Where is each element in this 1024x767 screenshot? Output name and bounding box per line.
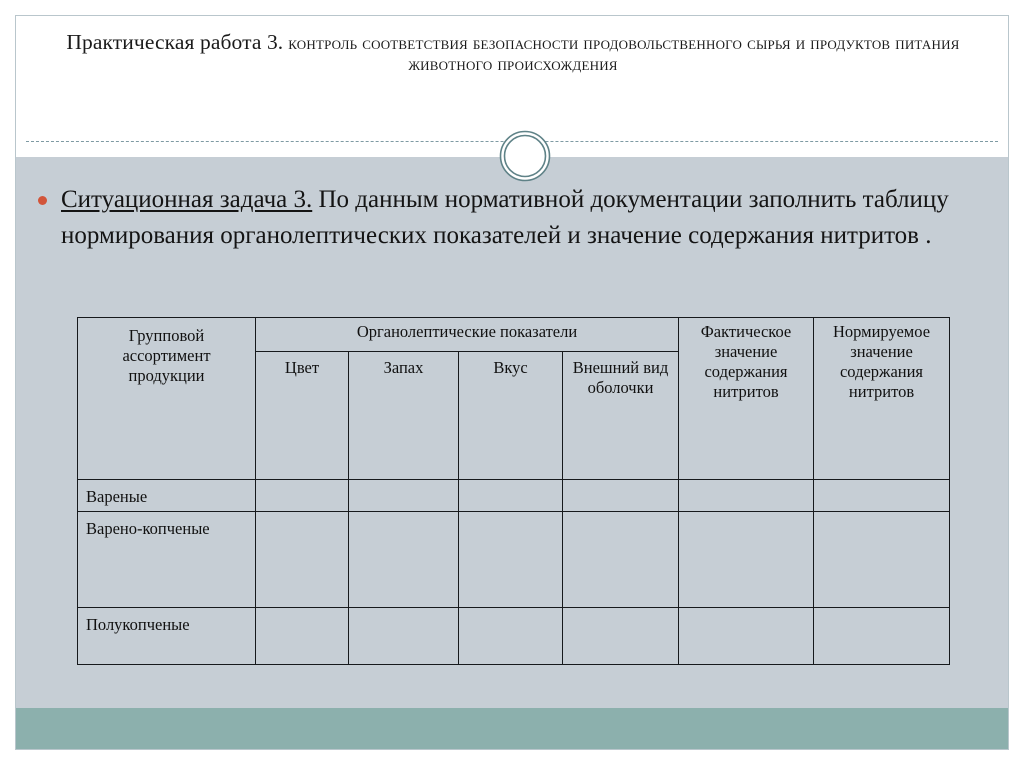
cell-normed-nitrites[interactable] (814, 512, 950, 608)
cell-casing[interactable] (563, 608, 679, 665)
header-color: Цвет (256, 352, 349, 480)
page-title-lead: Практическая работа 3. (66, 30, 284, 54)
table-row (78, 608, 950, 665)
title-divider (26, 141, 998, 142)
header-group-assortment: Групповой ассортимент продукции (78, 318, 256, 480)
norm-table-wrapper (77, 317, 949, 665)
header-organoleptic: Органолептические показатели (256, 318, 679, 352)
title-band (16, 16, 1008, 157)
row-label-boiled-smoked[interactable]: Варено-копченые (78, 512, 256, 608)
row-label-boiled[interactable]: Вареные (78, 480, 256, 512)
cell-normed-nitrites[interactable] (814, 608, 950, 665)
header-actual-nitrites: Фактическое значение содержания нитритов (679, 318, 814, 480)
header-casing-appearance: Внешний вид оболочки (563, 352, 679, 480)
cell-taste[interactable] (459, 608, 563, 665)
cell-casing[interactable] (563, 512, 679, 608)
page-title (56, 30, 970, 76)
header-normed-nitrites: Нормируемое значение содержания нитритов (814, 318, 950, 480)
normalization-table (77, 317, 950, 665)
cell-actual-nitrites[interactable] (679, 512, 814, 608)
task-emphasis: Ситуационная задача 3. (61, 186, 313, 213)
header-taste: Вкус (459, 352, 563, 480)
cell-smell[interactable] (349, 512, 459, 608)
page-title-caps: контроль соответствия безопасности продовольственного сырья и продуктов питания животного происхождения (283, 33, 960, 76)
cell-color[interactable] (256, 480, 349, 512)
table-row (78, 512, 950, 608)
slide-content (16, 157, 1008, 710)
cell-taste[interactable] (459, 480, 563, 512)
cell-taste[interactable] (459, 512, 563, 608)
task-body: По данным нормативной документации заполнить таблицу нормирования органолептических показателей и значение содержания нитритов . (61, 186, 949, 249)
slide (15, 15, 1009, 750)
cell-color[interactable] (256, 608, 349, 665)
footer-bar (16, 708, 1008, 749)
cell-color[interactable] (256, 512, 349, 608)
bullet-dot-icon (38, 196, 47, 205)
cell-actual-nitrites[interactable] (679, 480, 814, 512)
cell-smell[interactable] (349, 480, 459, 512)
row-label-semi-smoked[interactable]: Полукопченые (78, 608, 256, 665)
cell-casing[interactable] (563, 480, 679, 512)
task-text (61, 182, 982, 254)
table-row (78, 480, 950, 512)
header-smell: Запах (349, 352, 459, 480)
table-header-row-top (78, 318, 950, 352)
cell-normed-nitrites[interactable] (814, 480, 950, 512)
task-bullet-row (38, 182, 982, 254)
cell-smell[interactable] (349, 608, 459, 665)
cell-actual-nitrites[interactable] (679, 608, 814, 665)
